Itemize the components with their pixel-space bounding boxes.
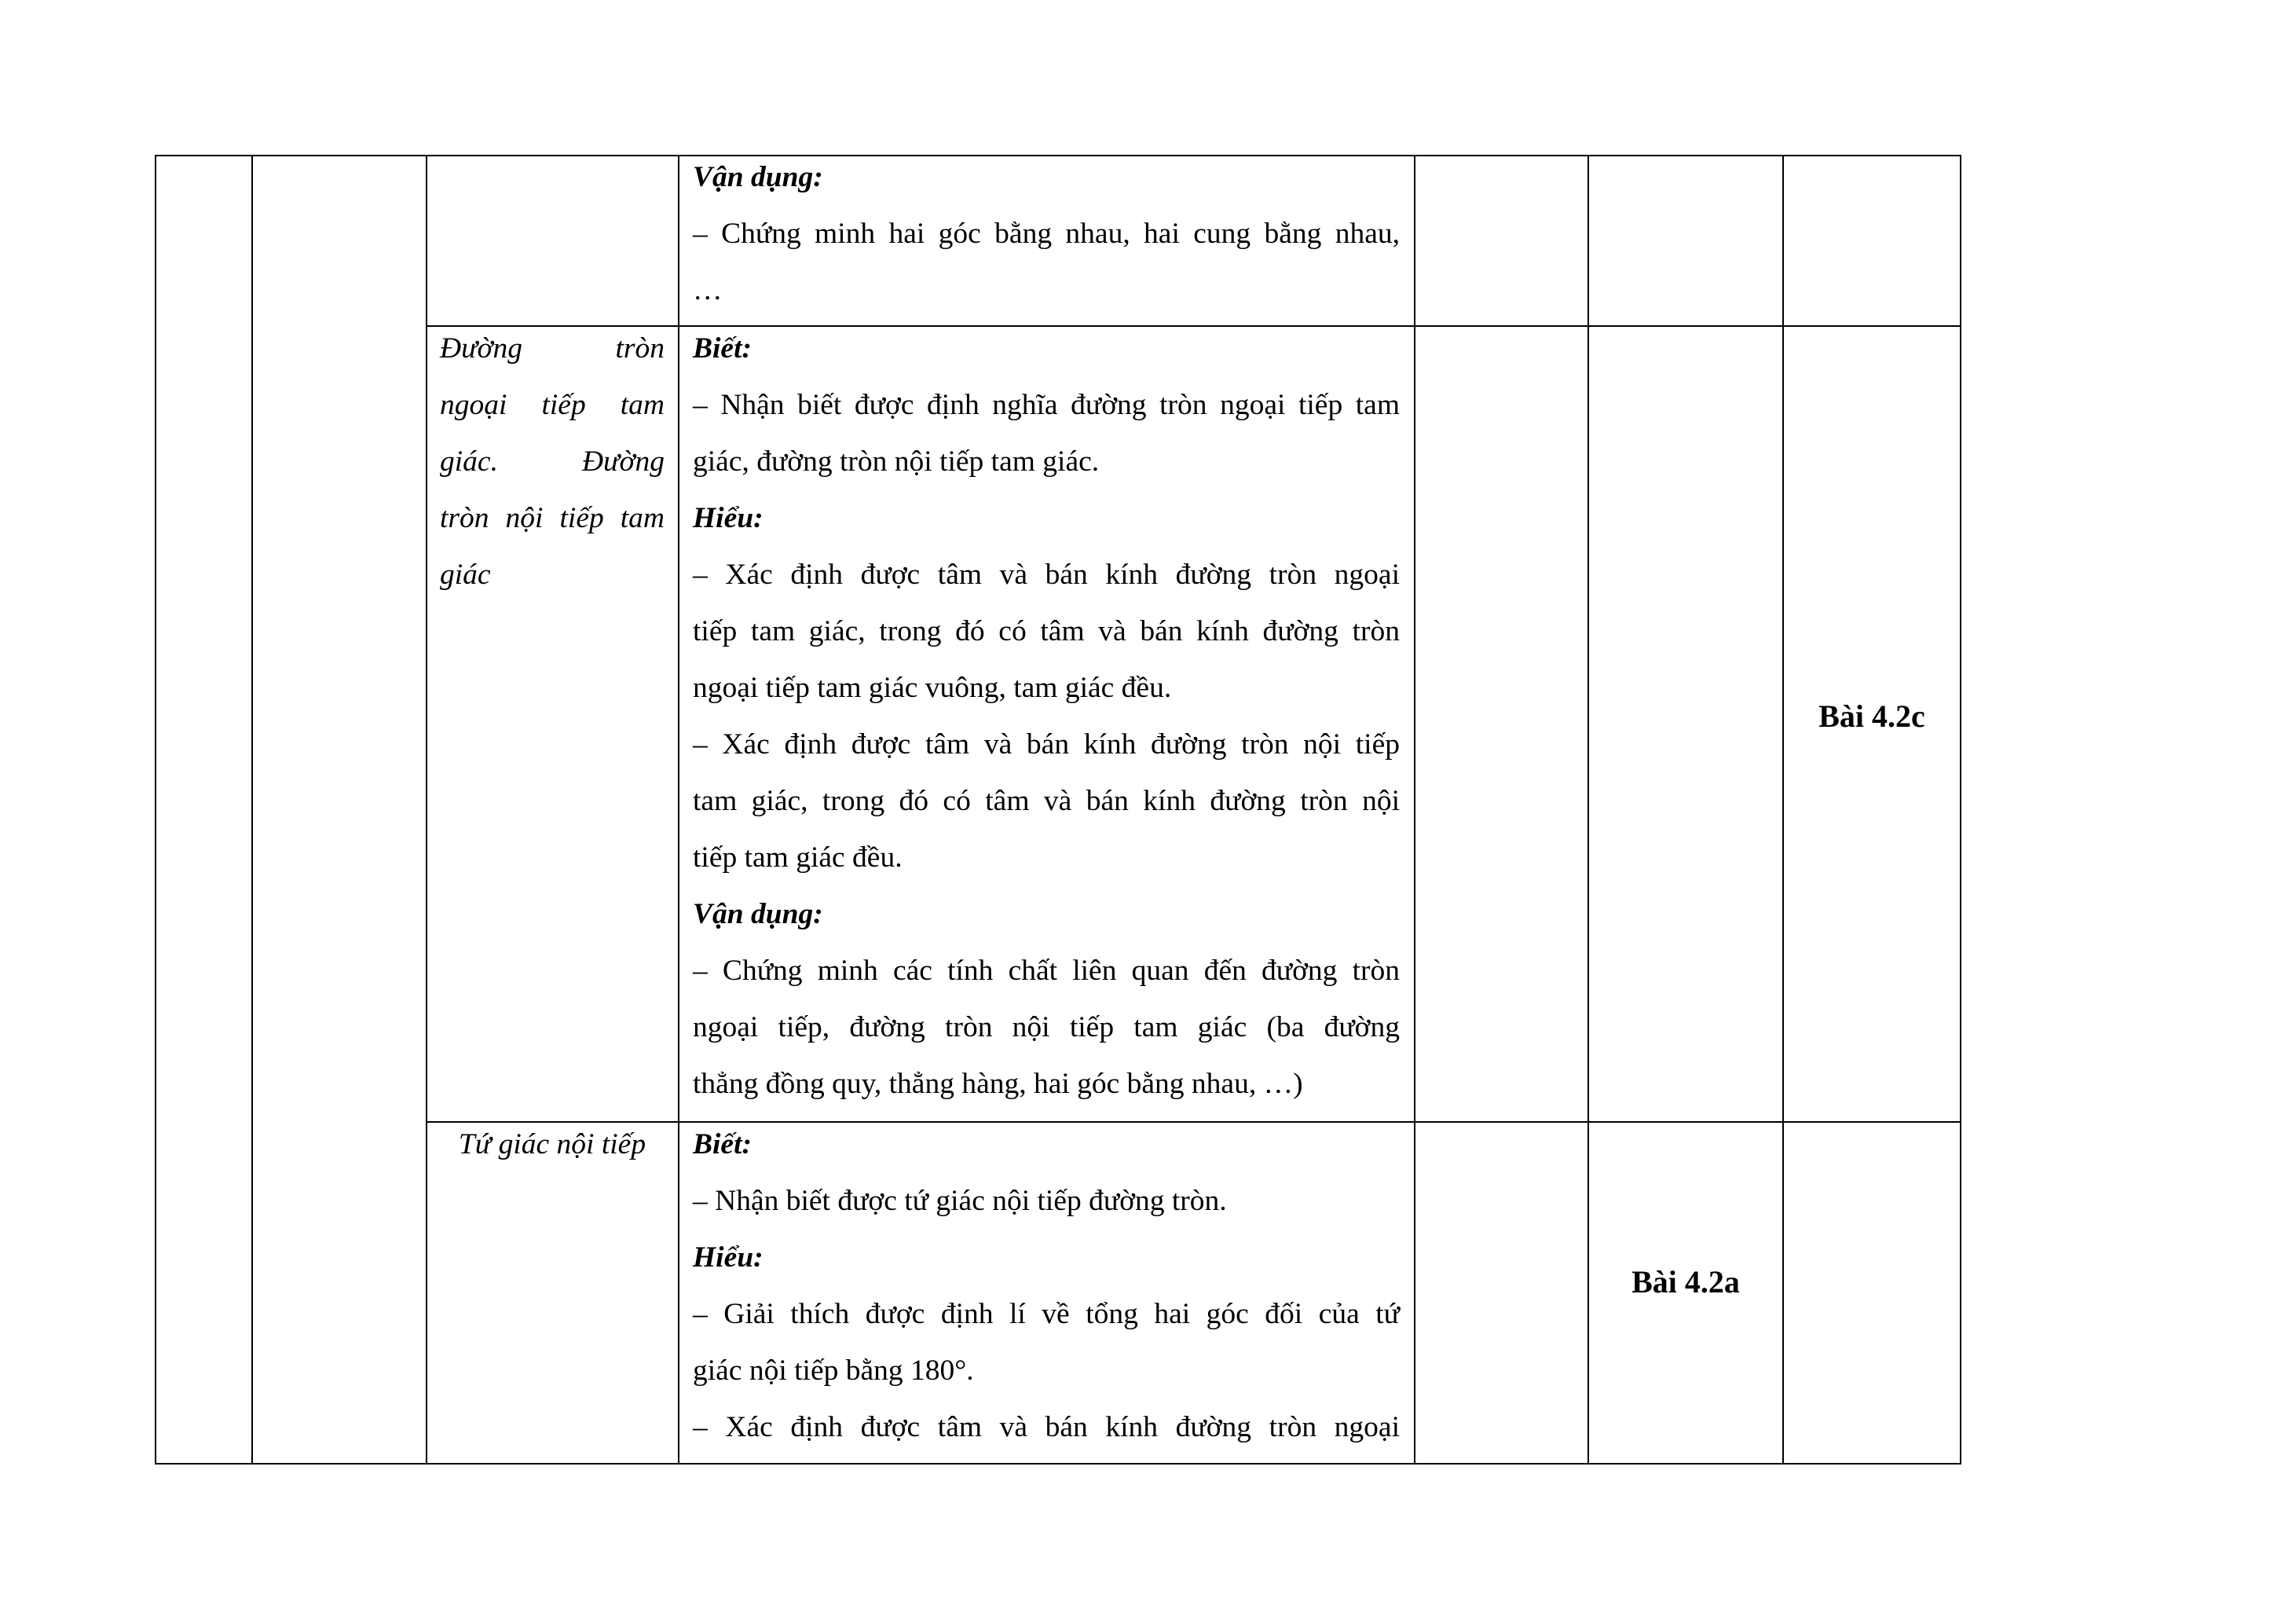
- row-3-thonghieu-ref: Bài 4.2a: [1631, 1264, 1740, 1300]
- row-3-content: [693, 1116, 1400, 1456]
- content-line: giác, đường tròn nội tiếp tam giác.: [693, 445, 1100, 478]
- topic-line: ngoại tiếp tam: [440, 389, 665, 421]
- content-heading: Biết:: [693, 1128, 752, 1160]
- row-2-content: [693, 321, 1400, 1113]
- row-2-vandung-ref: Bài 4.2c: [1818, 698, 1925, 734]
- content-line: – Nhận biết được tứ giác nội tiếp đường tròn.: [693, 1185, 1227, 1217]
- content-line: – Nhận biết được định nghĩa đường tròn ngoại tiếp tam: [693, 389, 1400, 421]
- content-heading: Hiểu:: [693, 1241, 764, 1274]
- topic-line: Đường tròn: [440, 332, 665, 365]
- row-2-topic: [440, 321, 665, 603]
- content-line: giác nội tiếp bằng 180°.: [693, 1355, 974, 1387]
- content-heading: Vận dụng:: [693, 161, 823, 193]
- content-heading: Biết:: [693, 332, 752, 365]
- content-line: tiếp tam giác đều.: [693, 841, 903, 874]
- content-line: tiếp tam giác, trong đó có tâm và bán kính đường tròn: [693, 615, 1400, 647]
- topic-line: giác: [440, 559, 491, 591]
- content-line: – Xác định được tâm và bán kính đường tròn ngoại: [693, 1411, 1400, 1443]
- content-heading: Vận dụng:: [693, 898, 823, 930]
- content-line: tam giác, trong đó có tâm và bán kính đường tròn nội: [693, 785, 1400, 817]
- content-line: ngoại tiếp tam giác vuông, tam giác đều.: [693, 672, 1172, 704]
- content-line: thẳng đồng quy, thẳng hàng, hai góc bằng nhau, …): [693, 1068, 1303, 1100]
- content-line: ngoại tiếp, đường tròn nội tiếp tam giác (ba đường: [693, 1011, 1400, 1043]
- content-line: – Xác định được tâm và bán kính đường tròn ngoại: [693, 559, 1400, 591]
- topic-line: giác. Đường: [440, 445, 665, 478]
- topic-line: Tứ giác nội tiếp: [458, 1128, 646, 1160]
- content-line: – Xác định được tâm và bán kính đường tròn nội tiếp: [693, 728, 1400, 761]
- content-line: – Chứng minh hai góc bằng nhau, hai cung bằng nhau,: [693, 218, 1400, 250]
- row-1-content: [693, 149, 1400, 319]
- content-heading: Hiểu:: [693, 502, 764, 534]
- content-line: …: [693, 274, 723, 306]
- content-line: – Giải thích được định lí về tổng hai góc đối của tứ: [693, 1298, 1400, 1330]
- row-3-topic: [440, 1116, 665, 1173]
- content-line: – Chứng minh các tính chất liên quan đến đường tròn: [693, 955, 1400, 987]
- topic-line: tròn nội tiếp tam: [440, 502, 665, 534]
